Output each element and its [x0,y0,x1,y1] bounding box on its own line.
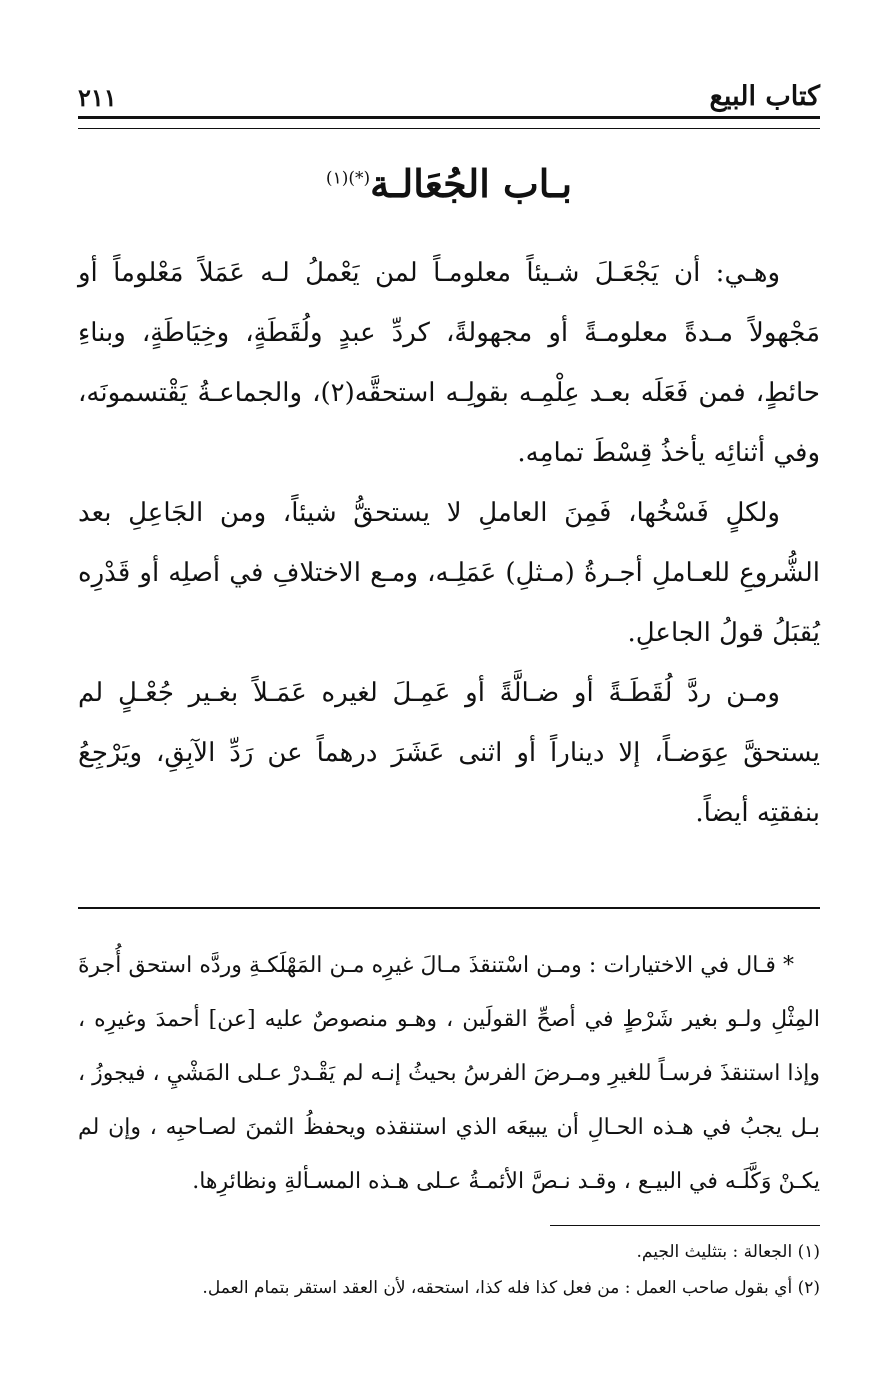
main-text [78,243,820,843]
chapter-title-text: بـاب الجُعَالـة [370,161,573,206]
paragraph: ولكلٍ فَسْخُها، فَمِنَ العاملِ لا يستحقُّ شيئاً، ومن الجَاعِلِ بعد الشُّروعِ للعـاملِ أجـرةُ (مـثلِ) عَمَلِـه، ومـع الاختلافِ في أصلِه أو قَدْرِه يُقبَلُ قولُ الجاعلِ. [78,498,820,648]
page-number: ٢١١ [78,83,117,112]
note-paragraph: * قـال في الاختيارات : ومـن اسْتنقذَ مـالَ غيرِه مـن المَهْلَكـةِ وردَّه استحق أُجرةَ المِثْلِ ولـو بغير شَرْطٍ في أصحِّ القولَين ، وهـو منصوصٌ عليه [عن] أحمدَ وغيرِه ، وإذا استنقذَ فرسـاً للغيرِ ومـرضَ الفرسُ بحيثُ إنـه لم يَقْـدرْ عـلى المَشْيِ ، فيجوزُ ، بـل يجبُ في هـذه الحـالِ أن يبيعَه الذي استنقذه ويحفظُ الثمنَ لصـاحبِه ، وإن لم يكـنْ وَكَّلَـه في البيـع ، وقـد نـصَّ الأئمـةُ عـلى هـذه المسـألةِ ونظائرِها. [78,953,820,1194]
starred-note [78,939,820,1209]
footnote: (١) الجعالة : بتثليث الجيم. [636,1242,820,1262]
footnotes [78,1234,820,1306]
chapter-title [78,161,820,206]
page-header [78,70,820,112]
paragraph: ومـن ردَّ لُقَطَـةً أو ضـالَّةً أو عَمِـلَ لغيره عَمَـلاً بغـير جُعْـلٍ لم يستحقَّ عِوَضـاً، إلا ديناراً أو اثنى عَشَرَ درهماً عن رَدِّ الآبِقِ، ويَرْجِعُ بنفقتِه أيضاً. [78,678,820,828]
section-divider [78,907,820,909]
paragraph: وهـي: أن يَجْعَـلَ شـيئاً معلومـاً لمن يَعْملُ لـه عَمَلاً مَعْلوماً أو مَجْهولاً مـدةً معلومـةً أو مجهولةً، كردِّ عبدٍ ولُقَطَةٍ، وخِيَاطَةٍ، وبناءِ حائطٍ، فمن فَعَلَه بعـد عِلْمِـه بقولِـه استحقَّه(٢)، والجماعـةُ يَقْتسمونَه، وفي أثنائِه يأخذُ قِسْطَ تمامِه. [78,258,820,468]
footnote: (٢) أي بقول صاحب العمل : من فعل كذا فله كذا، استحقه، لأن العقد استقر بتمام العمل. [202,1278,820,1298]
chapter-title-note-marks: (*)(١) [325,168,371,189]
footnote-divider [550,1225,820,1226]
running-title: كتاب البيع [709,81,820,112]
header-double-rule [78,116,820,129]
book-page [78,70,820,1306]
